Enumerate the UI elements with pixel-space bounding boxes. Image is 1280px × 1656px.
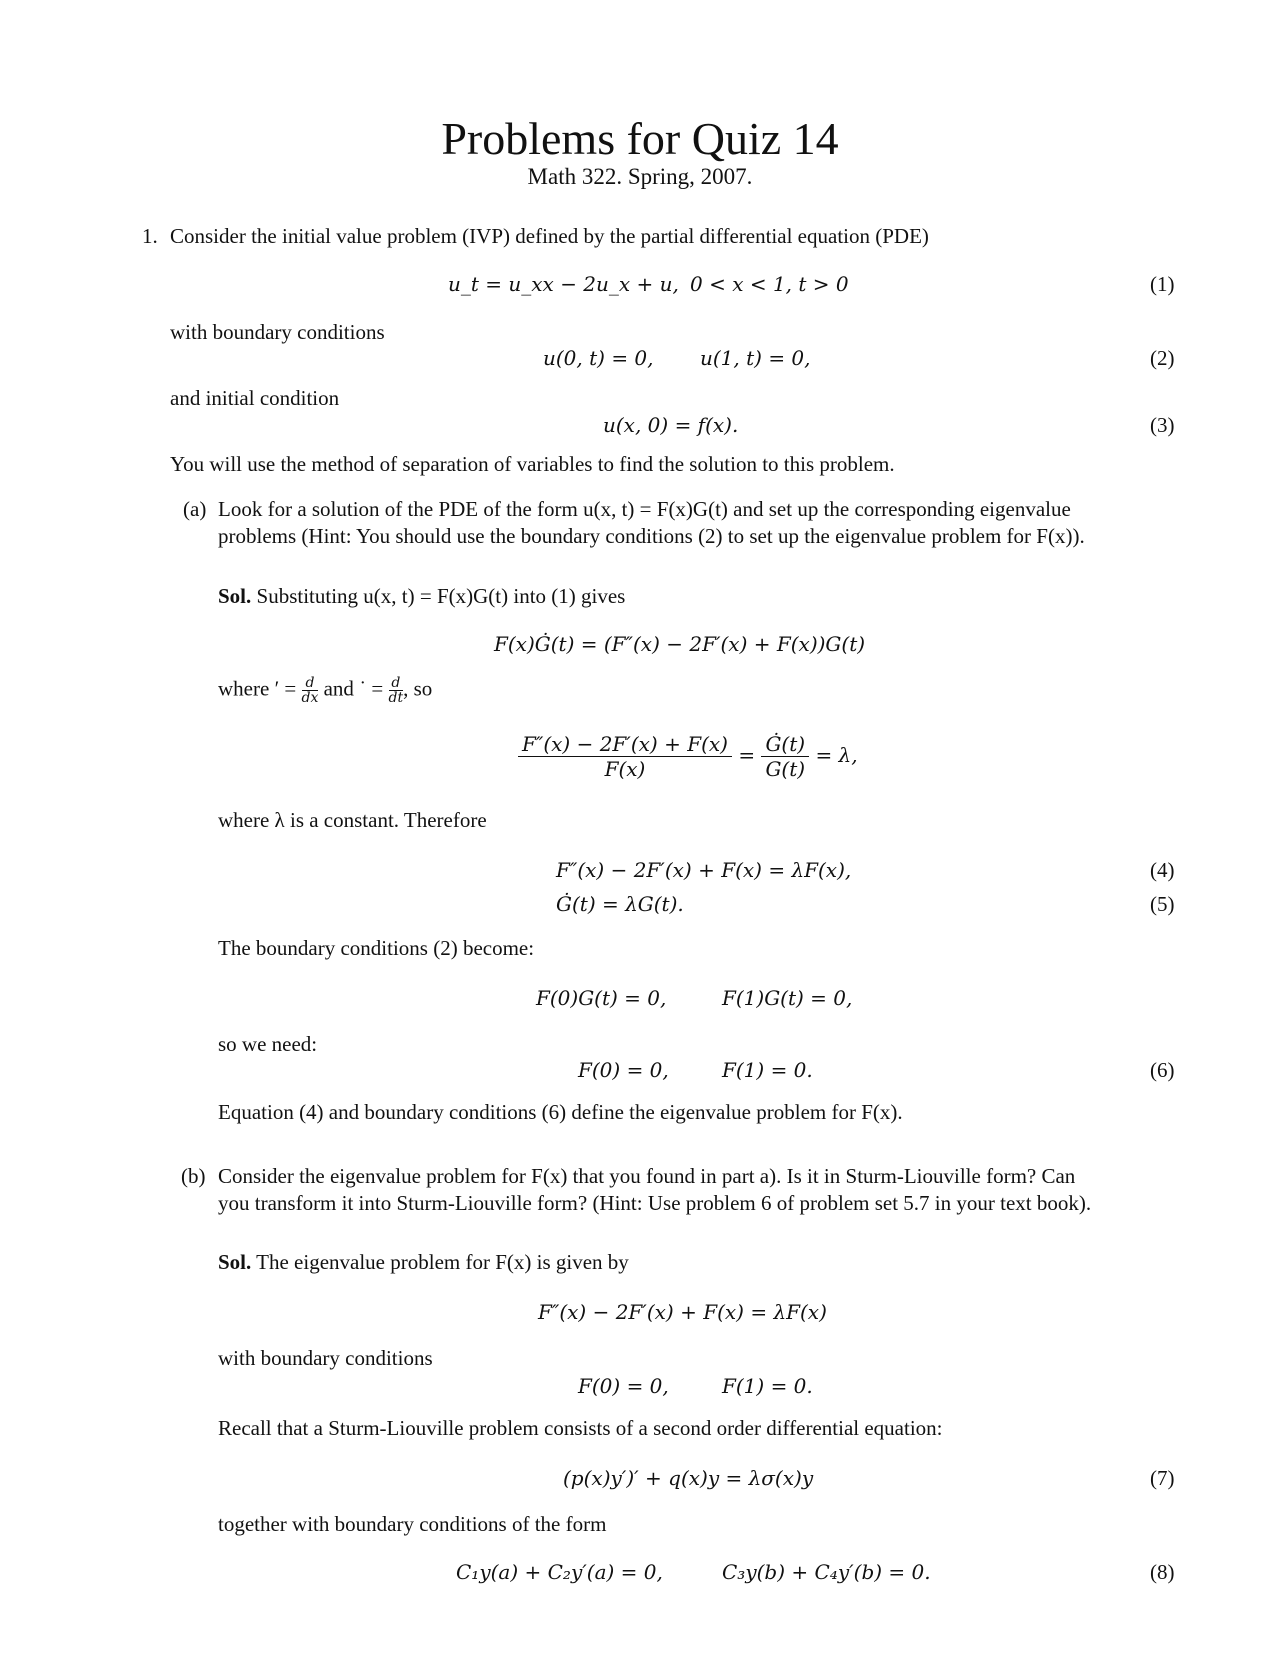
bc-right: u(1, t) = 0, <box>700 346 811 370</box>
d-dt-denominator: dt <box>388 690 404 706</box>
equation-number: (2) <box>1150 346 1175 370</box>
together-text: together with boundary conditions of the form <box>218 1512 607 1536</box>
equation-7: (p(x)y′)′ + q(x)y = λσ(x)y <box>563 1466 814 1490</box>
right-numerator: Ġ(t) <box>765 732 806 756</box>
ic-intro: and initial condition <box>170 386 340 410</box>
page-title: Problems for Quiz 14 <box>441 113 839 164</box>
prime-symbol: ′ = <box>274 676 297 701</box>
d-dt-numerator: d <box>391 675 401 691</box>
part-a-label: (a) <box>183 497 207 521</box>
part-b-bc-right: F(1) = 0. <box>722 1374 813 1398</box>
d-dx-fraction <box>302 676 319 705</box>
equation-number: (8) <box>1150 1560 1175 1584</box>
bc-fg-right: F(1)G(t) = 0, <box>722 986 853 1010</box>
part-b-bc-left: F(0) = 0, <box>578 1374 669 1398</box>
d-dt-fraction <box>389 676 404 705</box>
page-subtitle: Math 322. Spring, 2007. <box>527 164 753 189</box>
part-a-question-line2: problems (Hint: You should use the boundary conditions (2) to set up the eigenvalue problem for F(x)). <box>218 524 1085 548</box>
dot-symbol: ˙ = <box>359 676 384 701</box>
equation-number: (6) <box>1150 1058 1175 1082</box>
part-b-question-line2: you transform it into Sturm-Liouville form? (Hint: Use problem 6 of problem set 5.7 in your text book). <box>218 1191 1092 1215</box>
bc-intro: with boundary conditions <box>170 320 385 344</box>
equation-number: (1) <box>1150 272 1175 296</box>
bc-become-text: The boundary conditions (2) become: <box>218 936 535 960</box>
sol-label: Sol. <box>218 1250 252 1274</box>
equals-sign: = <box>738 743 756 767</box>
separated-equation <box>518 732 858 781</box>
eigenvalue-equation: F″(x) − 2F′(x) + F(x) = λF(x) <box>538 1300 827 1324</box>
part-b-question-line1: Consider the eigenvalue problem for F(x) that you found in part a). Is it in Sturm-Liouville form? Can <box>218 1164 1076 1188</box>
equation-number: (7) <box>1150 1466 1175 1490</box>
part-a-conclusion: Equation (4) and boundary conditions (6) define the eigenvalue problem for F(x). <box>218 1100 903 1124</box>
equation-8-left: C₁y(a) + C₂y′(a) = 0, <box>456 1560 663 1584</box>
sol-label: Sol. <box>218 584 252 608</box>
recall-text: Recall that a Sturm-Liouville problem consists of a second order differential equation: <box>218 1416 943 1440</box>
left-fraction <box>518 732 732 781</box>
part-a-solution-intro <box>218 584 625 609</box>
initial-condition: u(x, 0) = f(x). <box>603 413 739 437</box>
equation-1: u_t = u_xx − 2u_x + u, <box>448 272 679 296</box>
problem-number: 1. <box>142 224 158 248</box>
equation-4: F″(x) − 2F′(x) + F(x) = λF(x), <box>556 858 852 882</box>
equation-number: (3) <box>1150 413 1175 437</box>
where-prefix: where <box>218 676 270 701</box>
sol-intro-text: The eigenvalue problem for F(x) is given by <box>256 1250 629 1274</box>
d-dx-denominator: dx <box>301 690 319 706</box>
equation-8-right: C₃y(b) + C₄y′(b) = 0. <box>722 1560 931 1584</box>
part-b-label: (b) <box>181 1164 206 1188</box>
derivative-notation <box>218 676 432 705</box>
right-denominator: G(t) <box>761 756 809 781</box>
substituted-equation: F(x)Ġ(t) = (F″(x) − 2F′(x) + F(x))G(t) <box>494 632 866 656</box>
bc-f-right: F(1) = 0. <box>722 1058 813 1082</box>
lambda-text: where λ is a constant. Therefore <box>218 808 487 832</box>
problem-intro: Consider the initial value problem (IVP) defined by the partial differential equation (PDE) <box>170 224 929 248</box>
lambda-tail: = λ, <box>815 743 858 767</box>
method-text: You will use the method of separation of variables to find the solution to this problem. <box>170 452 895 476</box>
so-need-text: so we need: <box>218 1032 318 1056</box>
equation-number: (5) <box>1150 892 1175 916</box>
sol-intro-text: Substituting u(x, t) = F(x)G(t) into (1) gives <box>256 584 626 608</box>
so-word: , so <box>403 676 433 701</box>
right-fraction <box>761 732 809 781</box>
part-b-bc-intro: with boundary conditions <box>218 1346 433 1370</box>
equation-number: (4) <box>1150 858 1175 882</box>
equation-5: Ġ(t) = λG(t). <box>556 892 684 916</box>
bc-f-left: F(0) = 0, <box>578 1058 669 1082</box>
part-b-solution-intro <box>218 1250 629 1275</box>
part-a-question-line1: Look for a solution of the PDE of the form u(x, t) = F(x)G(t) and set up the corresponding eigenvalue <box>218 497 1071 521</box>
and-word: and <box>323 676 354 701</box>
left-numerator: F″(x) − 2F′(x) + F(x) <box>522 732 728 756</box>
left-denominator: F(x) <box>518 756 732 781</box>
d-dx-numerator: d <box>305 675 315 691</box>
bc-left: u(0, t) = 0, <box>543 346 654 370</box>
bc-fg-left: F(0)G(t) = 0, <box>536 986 667 1010</box>
equation-1-domain: 0 < x < 1, t > 0 <box>690 272 849 296</box>
